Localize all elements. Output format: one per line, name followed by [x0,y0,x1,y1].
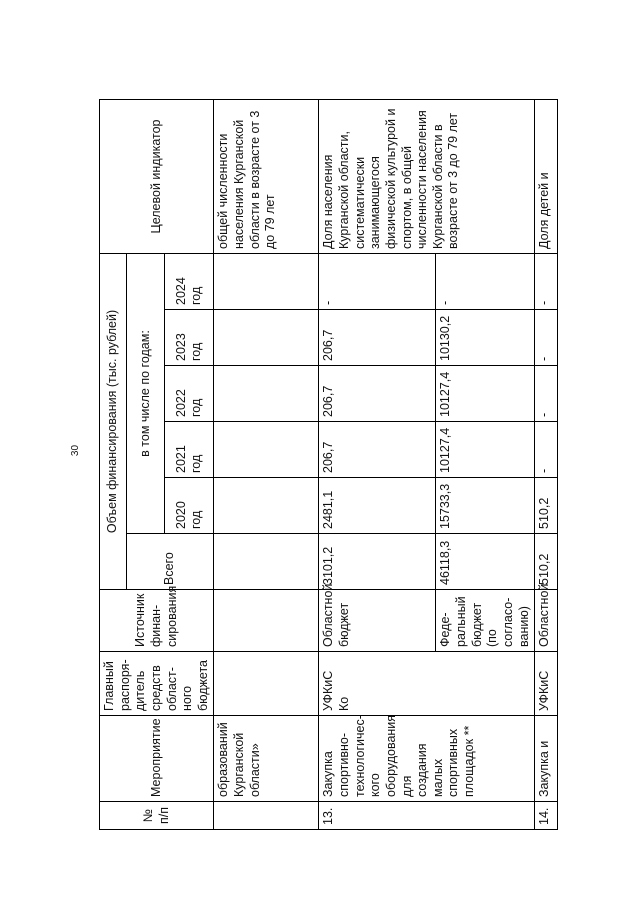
cell-source: Феде-ральный бюджет (по согласо-ванию) [436,590,535,652]
cell-total [214,534,319,590]
cell-total: 46118,3 [436,534,535,590]
cell-y2022 [214,366,319,422]
header-by-years: в том числе по годам: [127,254,165,534]
header-year-2020: 2020 год [165,478,214,534]
cell-y2021: 10127,4 [436,422,535,478]
header-year-2023: 2023 год [165,310,214,366]
cell-source [214,590,319,652]
cell-y2021: - [535,422,558,478]
cell-y2023: 206,7 [319,310,436,366]
cell-y2020: 15733,3 [436,478,535,534]
cell-measure: Закупка спортивно-технологичес-кого оборудования для создания малых спортивных площадок ** [319,716,535,802]
cell-measure: образований Курганской области» [214,716,319,802]
cell-y2024: - [319,254,436,310]
cell-y2020: 2481,1 [319,478,436,534]
cell-total: 510,2 [535,534,558,590]
cell-total: 3101,2 [319,534,436,590]
funding-table-rotated [99,100,589,830]
page-number: 30 [70,444,82,457]
header-total: Всего [127,534,214,590]
cell-num: 14. [535,802,558,830]
cell-y2024 [214,254,319,310]
cell-source: Областной [535,590,558,652]
cell-y2020: 510,2 [535,478,558,534]
cell-y2023: - [535,310,558,366]
cell-indicator: общей численности населения Курганской области в возрасте от 3 до 79 лет [214,100,319,254]
table-row-13 [319,100,436,830]
cell-y2023: 10130,2 [436,310,535,366]
cell-manager: УФКиС Ко [319,652,535,716]
cell-y2021 [214,422,319,478]
header-source: Источник финан-сирования [100,590,214,652]
cell-indicator: Доля населения Курганской области, систематически занимающегося физической культурой и спортом, в общей численности населения Курганской области в возрасте от 3 до 79 лет [319,100,535,254]
cell-y2022: 206,7 [319,366,436,422]
cell-y2020 [214,478,319,534]
header-year-2021: 2021 год [165,422,214,478]
cell-manager [214,652,319,716]
header-funding: Объем финансирования (тыс. рублей) [100,254,127,590]
table-row-14 [535,100,558,830]
cell-y2023 [214,310,319,366]
cell-y2024: - [535,254,558,310]
header-indicator: Целевой индикатор [100,100,214,254]
header-year-2022: 2022 год [165,366,214,422]
cell-num [214,802,319,830]
header-measure: Мероприятие [100,716,214,802]
cell-measure: Закупка и [535,716,558,802]
cell-y2022: 10127,4 [436,366,535,422]
header-manager: Главный распоря-дитель средств област-ного бюджета [100,652,214,716]
table-row-continuation [214,100,319,830]
cell-num: 13. [319,802,535,830]
cell-source: Областной бюджет [319,590,436,652]
cell-y2022: - [535,366,558,422]
funding-table [99,99,558,830]
cell-y2021: 206,7 [319,422,436,478]
header-num: № п/п [100,802,214,830]
cell-indicator: Доля детей и [535,100,558,254]
cell-y2024: - [436,254,535,310]
header-year-2024: 2024 год [165,254,214,310]
cell-manager: УФКиС [535,652,558,716]
